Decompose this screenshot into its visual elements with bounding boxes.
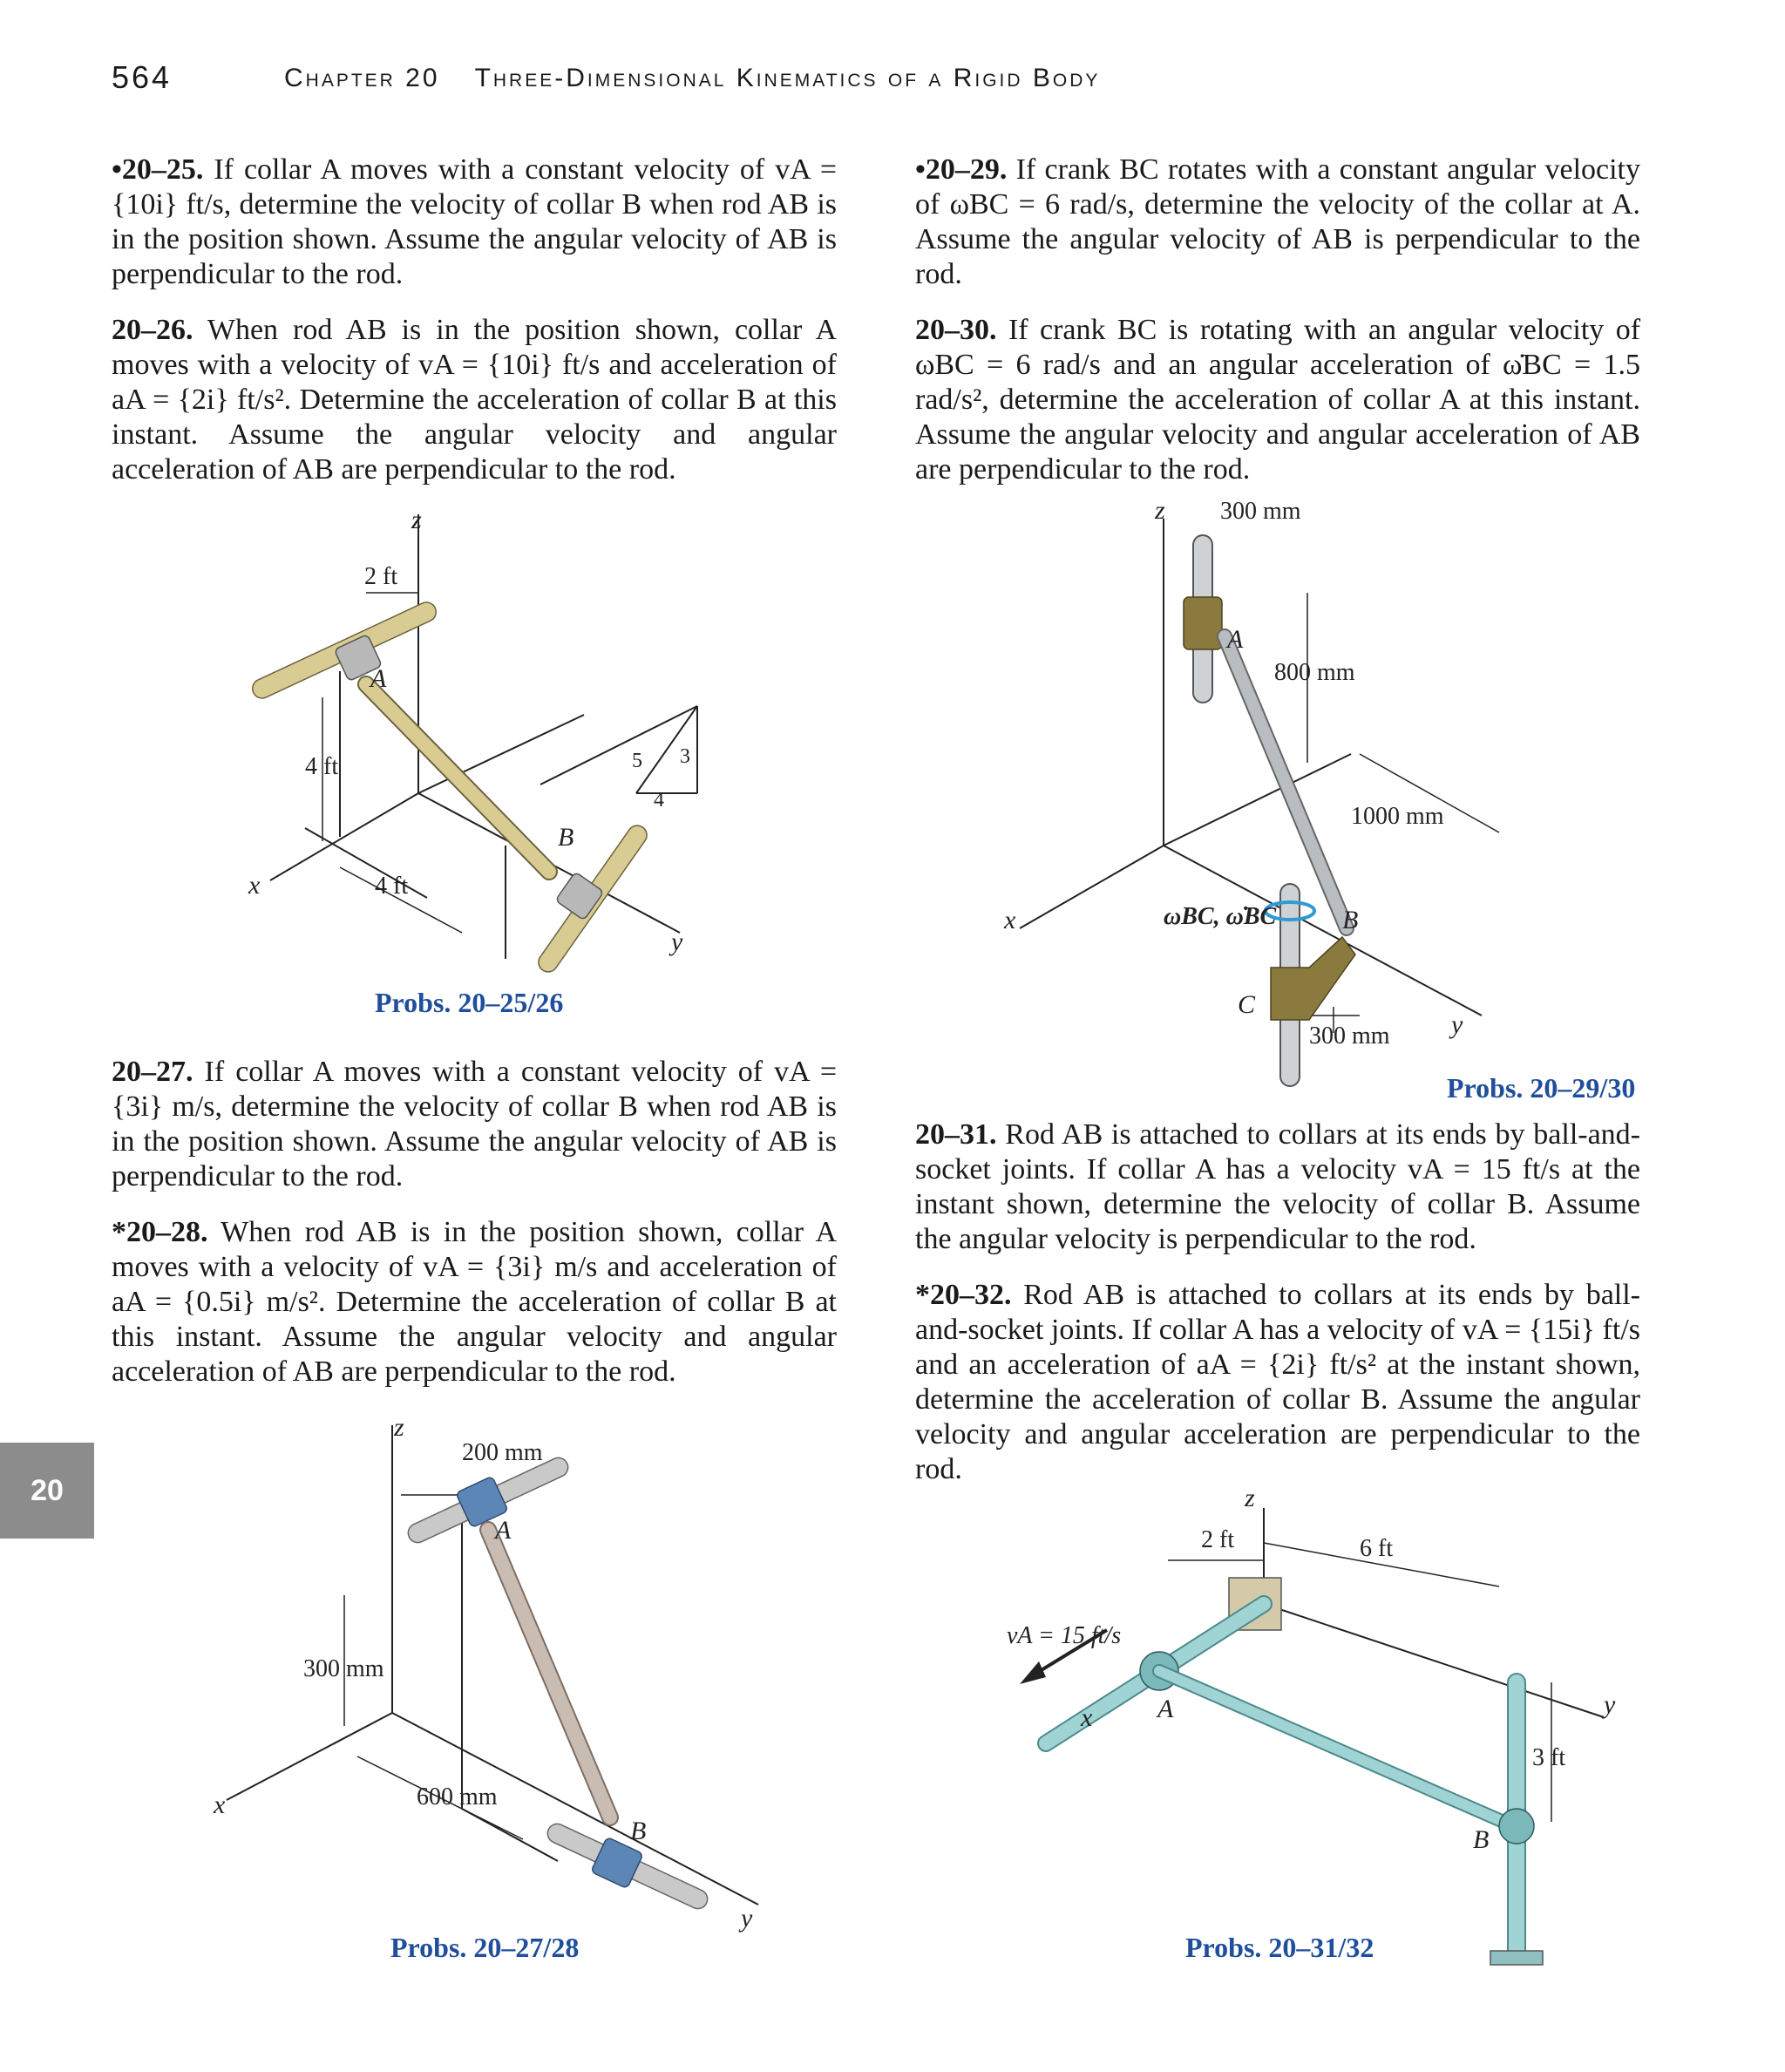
- problem-number: •20–29.: [915, 153, 1008, 186]
- z-axis-label: z: [411, 506, 422, 534]
- y-axis-label: y: [741, 1904, 753, 1933]
- slope-4: 4: [654, 789, 664, 812]
- velocity-arrowhead-icon: [1020, 1661, 1046, 1684]
- figure-diagram: [994, 493, 1517, 1103]
- point-a-label: A: [1227, 625, 1244, 654]
- problem-number: •20–25.: [112, 153, 204, 186]
- figure-caption-20-29-30: Probs. 20–29/30: [1447, 1072, 1636, 1104]
- problem-text: If collar A moves with a constant velocity of vA = {3i} m/s, determine the velocity of collar B when rod AB is in the position shown. Assume the angular velocity of AB is perpendicular to the rod.: [112, 1056, 837, 1192]
- problem-number: 20–26.: [112, 314, 193, 346]
- collar-b: [1499, 1809, 1534, 1844]
- problem-text: When rod AB is in the position shown, collar A moves with a velocity of vA = {3i} m/s and acceleration of aA = {0.5i} m/s². Determine the acceleration of collar B at this instant. Assume the angular velocity and angular acceleration of AB are perpendicular to the rod.: [112, 1216, 837, 1388]
- point-b-label: B: [1342, 906, 1359, 934]
- left-column-bottom: [112, 1055, 837, 1389]
- problem-20-31: [915, 1118, 1640, 1257]
- right-column-bottom: [915, 1118, 1640, 1487]
- dim-300mm: 300 mm: [303, 1655, 384, 1682]
- point-c-label: C: [1238, 990, 1256, 1019]
- figure-caption-20-27-28: Probs. 20–27/28: [390, 1932, 580, 1963]
- dim-1000mm: 1000 mm: [1351, 803, 1444, 830]
- chapter-side-tab: 20: [0, 1443, 94, 1539]
- z-axis-label: z: [1245, 1491, 1255, 1512]
- problem-text: If collar A moves with a constant velocity of vA = {10i} ft/s, determine the velocity of collar B when rod AB is in the position shown. Assume the angular velocity of AB is perpendicular to the rod.: [112, 153, 837, 290]
- dim-6ft: 6 ft: [1360, 1535, 1394, 1562]
- problem-20-30: [915, 313, 1640, 487]
- figure-diagram: [227, 497, 767, 985]
- problem-number: 20–27.: [112, 1056, 193, 1088]
- omega-label: ωBC, ω̇BC: [1164, 903, 1277, 930]
- point-a-label: A: [370, 664, 387, 693]
- dim-300mm-bottom: 300 mm: [1309, 1022, 1390, 1050]
- dim-4ft-vertical: 4 ft: [305, 753, 339, 780]
- point-b-label: B: [1473, 1825, 1490, 1854]
- dim-600mm: 600 mm: [417, 1783, 498, 1810]
- velocity-label: vA = 15 ft/s: [1007, 1622, 1122, 1649]
- point-b-label: B: [630, 1817, 647, 1845]
- problem-20-29: [915, 153, 1640, 292]
- figure-diagram: [976, 1491, 1656, 1979]
- figure-20-29-30: [994, 493, 1517, 1103]
- y-axis-label: y: [671, 927, 683, 956]
- problem-20-26: [112, 313, 837, 487]
- dim-200mm: 200 mm: [462, 1439, 543, 1466]
- problem-text: When rod AB is in the position shown, collar A moves with a velocity of vA = {10i} ft/s and acceleration of aA = {2i} ft/s². Determine the acceleration of collar B at this instant. Assume the angular velocity and angular acceleration of AB are perpendicular to the rod.: [112, 314, 838, 486]
- problem-text: Rod AB is attached to collars at its ends by ball-and-socket joints. If collar A has a velocity of vA = {15i} ft/s and an acceleration of aA = {2i} ft/s² at the instant shown, determine the acceleration of collar B. Assume the angular velocity and angular acceleration are perpendicular to the rod.: [915, 1279, 1640, 1485]
- x-axis-label: x: [1004, 906, 1016, 934]
- problem-text: Rod AB is attached to collars at its ends by ball-and-socket joints. If collar A has a velocity vA = 15 ft/s at the instant shown, determine the velocity of collar B. Assume the angular velocity is perpendicular to the rod.: [915, 1118, 1640, 1255]
- y-axis-label: y: [1451, 1010, 1463, 1039]
- figure-20-25-26: [227, 497, 767, 985]
- x-axis-label: x: [214, 1790, 226, 1819]
- figure-20-27-28: [200, 1399, 793, 1948]
- slope-5: 5: [632, 750, 642, 772]
- dim-800mm: 800 mm: [1274, 659, 1355, 686]
- problem-20-32: [915, 1278, 1640, 1487]
- point-a-label: A: [1157, 1695, 1174, 1723]
- problem-20-28: [112, 1215, 837, 1389]
- problem-20-27: [112, 1055, 837, 1194]
- collar-a: [1184, 597, 1222, 649]
- y-axis-label: y: [1604, 1690, 1616, 1719]
- figure-caption-20-31-32: Probs. 20–31/32: [1185, 1932, 1374, 1963]
- problem-number: *20–28.: [112, 1216, 208, 1248]
- z-axis-label: z: [394, 1413, 404, 1442]
- figure-20-31-32: [976, 1491, 1656, 1979]
- dim-4ft-horizontal: 4 ft: [375, 873, 409, 900]
- dim-3ft: 3 ft: [1532, 1744, 1566, 1771]
- problem-number: *20–32.: [915, 1279, 1012, 1311]
- post-base: [1490, 1951, 1543, 1965]
- chapter-title: Three-Dimensional Kinematics of a Rigid Body: [474, 64, 1101, 92]
- point-a-label: A: [495, 1516, 512, 1545]
- z-axis-label: z: [1155, 496, 1165, 525]
- chapter-heading: [284, 64, 1100, 93]
- slope-3: 3: [680, 745, 690, 768]
- page-header: [112, 59, 1680, 103]
- right-column-top: [915, 153, 1640, 487]
- dim-2ft: 2 ft: [1201, 1526, 1235, 1553]
- point-b-label: B: [558, 823, 574, 852]
- problem-number: 20–31.: [915, 1118, 997, 1151]
- figure-diagram: [200, 1399, 793, 1948]
- left-column-top: [112, 153, 837, 487]
- problem-text: If crank BC is rotating with an angular velocity of ωBC = 6 rad/s and an angular acceleration of ω̇BC = 1.5 rad/s², determine the acceleration of collar A at this instant. Assume the angular velocity and angular acceleration of AB are perpendicular to the rod.: [915, 314, 1641, 486]
- dim-300mm-top: 300 mm: [1220, 498, 1301, 525]
- problem-20-25: [112, 153, 837, 292]
- figure-caption-20-25-26: Probs. 20–25/26: [375, 987, 564, 1018]
- problem-number: 20–30.: [915, 314, 997, 346]
- x-axis-label: x: [1081, 1703, 1093, 1732]
- page-number: 564: [112, 59, 173, 95]
- chapter-label: Chapter 20: [284, 64, 440, 92]
- problem-text: If crank BC rotates with a constant angular velocity of ωBC = 6 rad/s, determine the velocity of the collar at A. Assume the angular velocity of AB is perpendicular to the rod.: [915, 153, 1641, 290]
- x-axis-label: x: [248, 871, 261, 900]
- dim-2ft: 2 ft: [364, 563, 398, 590]
